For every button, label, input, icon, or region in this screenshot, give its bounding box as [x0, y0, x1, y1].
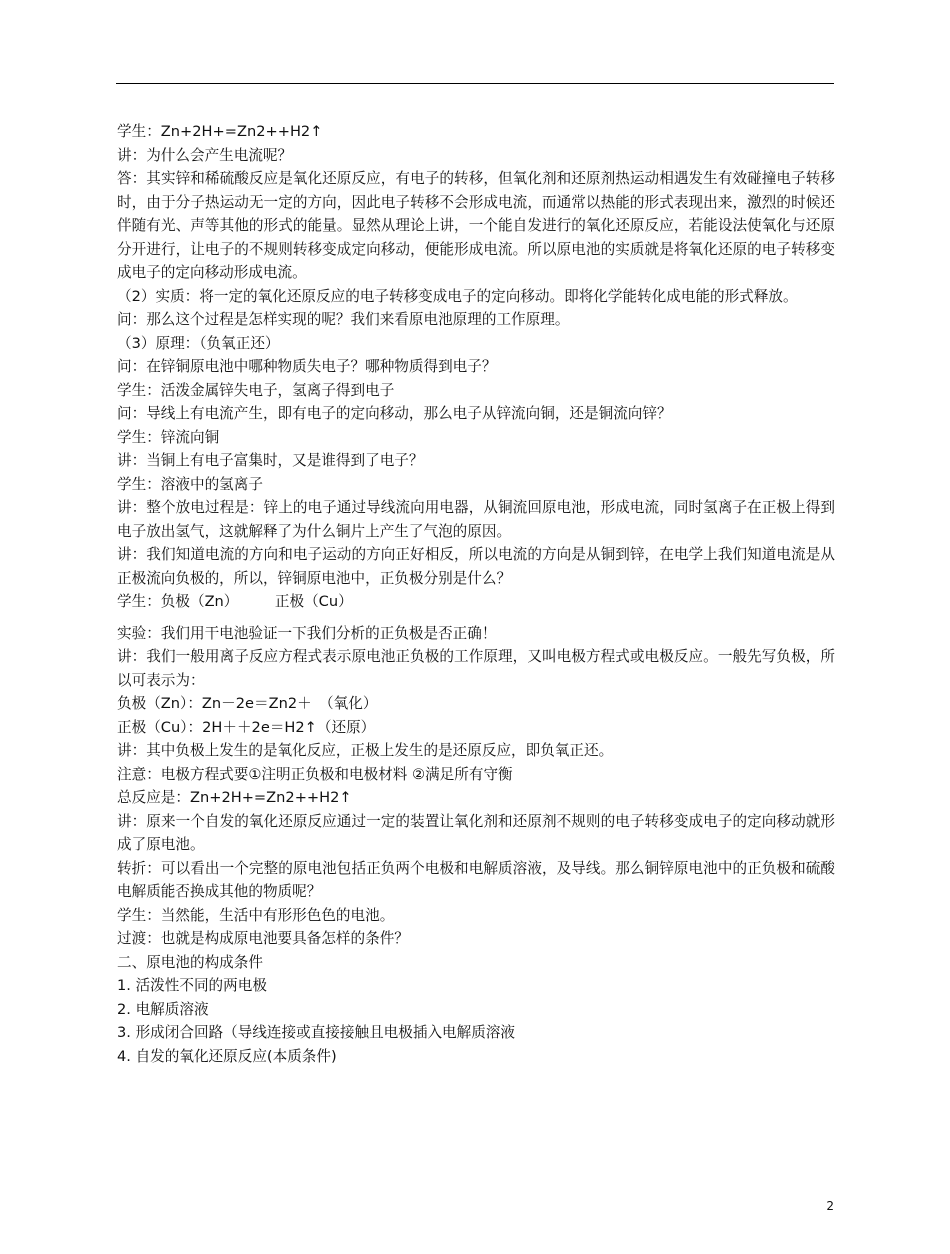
text-line: 讲：当铜上有电子富集时，又是谁得到了电子？: [117, 452, 424, 469]
text-paragraph: （2）实质：将一定的氧化还原反应的电子转移变成电子的定向移动。即将化学能转化成电能的形式释放。: [117, 287, 798, 305]
equation-line: 负极（Zn）：Zn－2e＝Zn2＋ （氧化）: [117, 695, 378, 712]
text-line: （3）原理：（负氧正还）: [117, 334, 280, 352]
text-line: 学生：溶液中的氢离子: [117, 475, 263, 493]
text-line: 学生：当然能，生活中有形形色色的电池。: [117, 906, 395, 924]
equation-line: 正极（Cu）：2H＋＋2e＝H2↑（还原）: [117, 718, 376, 736]
list-item: 4. 自发的氧化还原反应(本质条件): [117, 1047, 337, 1065]
text-paragraph: 转折：可以看出一个完整的原电池包括正负两个电极和电解质溶液，及导线。那么铜锌原电池中的正负极和硫酸电解质能否换成其他的物质呢？: [117, 859, 835, 900]
text-paragraph: 答：其实锌和稀硫酸反应是氧化还原反应，有电子的转移，但氧化剂和还原剂热运动相遇发生有效碰撞电子转移时，由于分子热运动无一定的方向，因此电子转移不会形成电流，而通常以热能的形式表现出来，激烈的时候还伴随有光、声等其他的形式的能量。显然从理论上讲，一个能自发进行的氧化还原反应，若能设法使氧化与还原分开进行，让电子的不规则转移变成定向移动，便能形成电流。所以原电池的实质就是将氧化还原的电子转移变成电子的定向移动形成电流。: [117, 170, 835, 281]
header-rule: [116, 83, 834, 84]
equation-line: 总反应是：Zn+2H+=Zn2++H2↑: [117, 789, 352, 806]
list-item: 1. 活泼性不同的两电极: [117, 977, 267, 994]
text-line: 讲：其中负极上发生的是氧化反应，正极上发生的是还原反应，即负氧正还。: [117, 742, 614, 759]
text-line: 讲：为什么会产生电流呢？: [117, 146, 293, 164]
text-paragraph: 讲：原来一个自发的氧化还原反应通过一定的装置让氧化剂和还原剂不规则的电子转移变成电子的定向移动就形成了原电池。: [117, 812, 835, 853]
text-paragraph: 讲：我们知道电流的方向和电子运动的方向正好相反，所以电流的方向是从铜到锌，在电学上我们知道电流是从正极流向负极的，所以，锌铜原电池中，正负极分别是什么？: [117, 546, 835, 587]
text-line: 学生：负极（Zn） 正极（Cu）: [117, 593, 353, 610]
text-line: 注意：电极方程式要①注明正负极和电极材料 ②满足所有守衡: [117, 765, 513, 783]
text-line: 实验：我们用干电池验证一下我们分析的正负极是否正确！: [117, 624, 497, 642]
document-body: [117, 120, 835, 1068]
text-line: 问：导线上有电流产生，即有电子的定向移动，那么电子从锌流向铜，还是铜流向锌？: [117, 405, 672, 422]
list-item: 3. 形成闭合回路（导线连接或直接接触且电极插入电解质溶液: [117, 1024, 516, 1041]
section-heading: 二、原电池的构成条件: [117, 953, 263, 971]
text-line: 学生：锌流向铜: [117, 428, 220, 446]
text-paragraph: 讲：整个放电过程是：锌上的电子通过导线流向用电器，从铜流回原电池，形成电流，同时氢离子在正极上得到电子放出氢气，这就解释了为什么铜片上产生了气泡的原因。: [117, 499, 835, 540]
page-number: 2: [826, 1199, 834, 1213]
list-item: 2. 电解质溶液: [117, 1000, 209, 1018]
text-line: 过渡：也就是构成原电池要具备怎样的条件？: [117, 930, 409, 947]
text-line: 问：在锌铜原电池中哪种物质失电子？哪种物质得到电子？: [117, 358, 497, 375]
text-line: 学生：活泼金属锌失电子，氢离子得到电子: [117, 381, 395, 399]
text-line: 问：那么这个过程是怎样实现的呢？我们来看原电池原理的工作原理。: [117, 311, 570, 328]
text-line: 学生：Zn+2H+=Zn2++H2↑: [117, 123, 323, 140]
text-paragraph: 讲：我们一般用离子反应方程式表示原电池正负极的工作原理，又叫电极方程式或电极反应。一般先写负极，所以可表示为：: [117, 648, 835, 689]
